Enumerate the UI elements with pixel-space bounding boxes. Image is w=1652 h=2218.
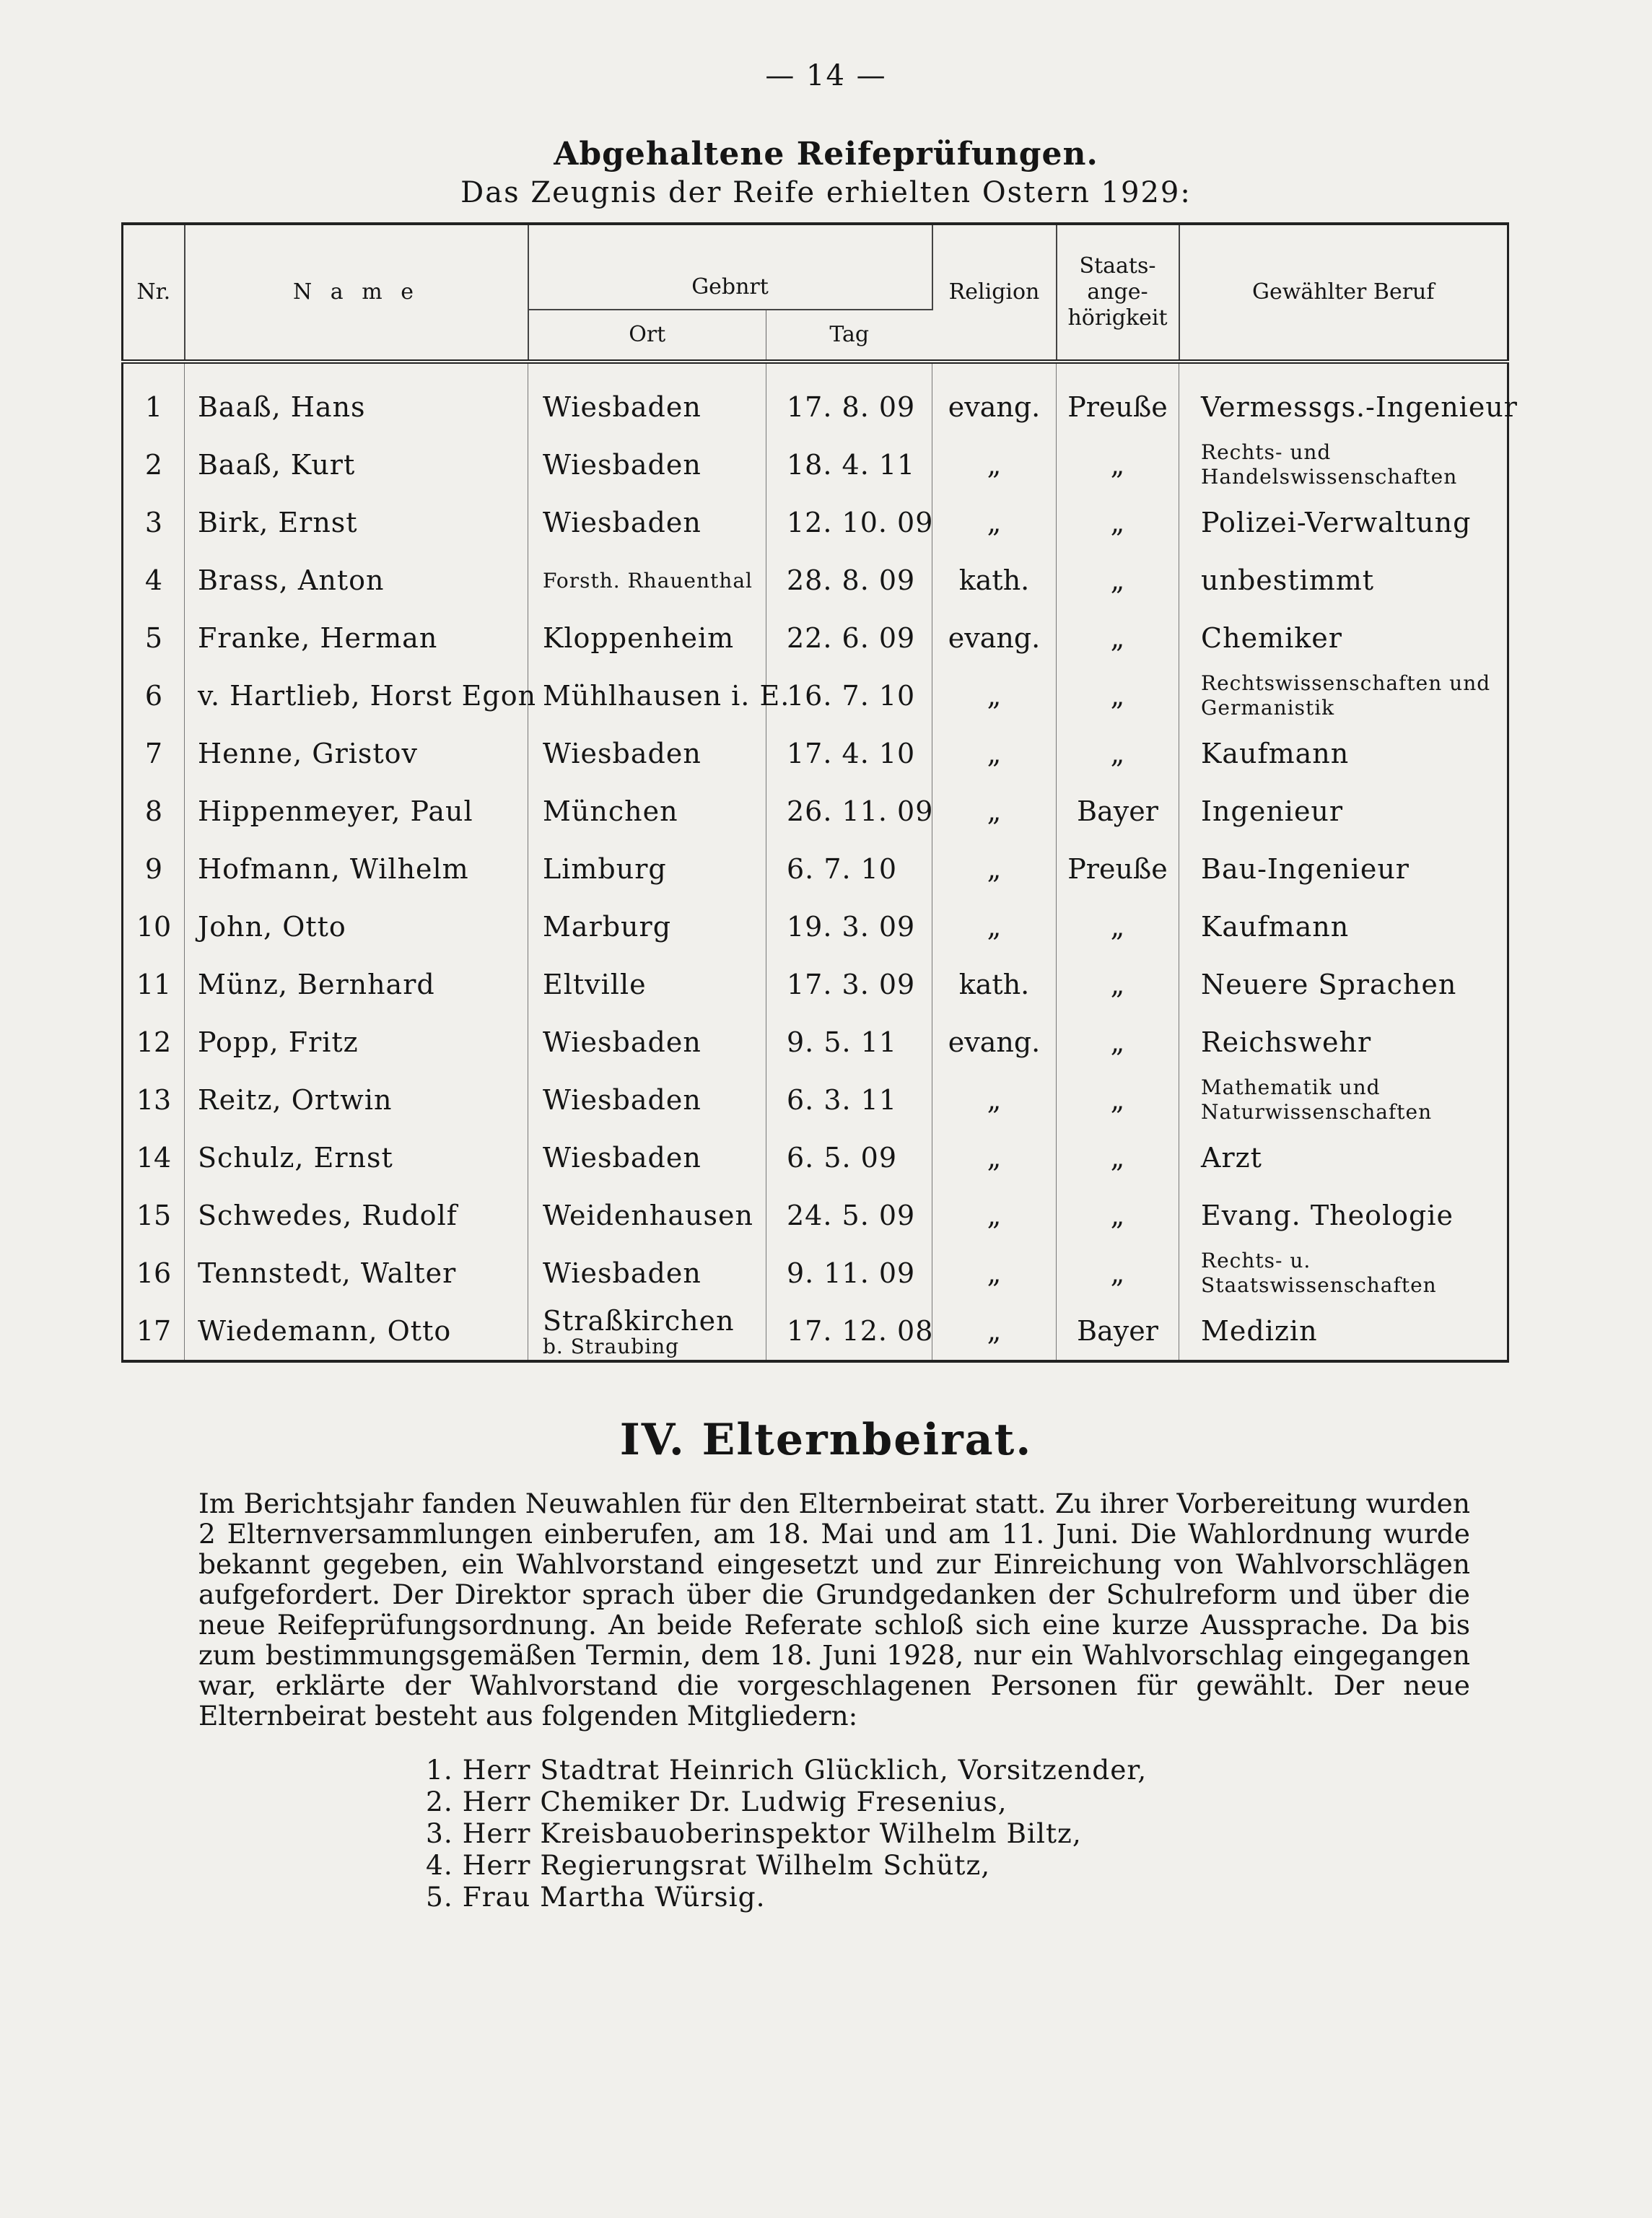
cell-ort bbox=[528, 1302, 766, 1361]
cell-religion: „ bbox=[932, 667, 1057, 725]
cell-staat: „ bbox=[1057, 1244, 1179, 1302]
cell-tag: 24. 5. 09 bbox=[766, 1187, 932, 1244]
cell-beruf: Arzt bbox=[1201, 1142, 1262, 1174]
cell-staat: „ bbox=[1057, 667, 1179, 725]
list-item: 1. Herr Stadtrat Heinrich Glücklich, Vorsitzender, bbox=[426, 1754, 1148, 1786]
cell-name: Münz, Bernhard bbox=[185, 956, 528, 1013]
cell-tag: 18. 4. 11 bbox=[766, 436, 932, 494]
cell-nr: 17 bbox=[123, 1302, 185, 1361]
cell-tag: 17. 3. 09 bbox=[766, 956, 932, 1013]
cell-tag: 17. 4. 10 bbox=[766, 725, 932, 782]
cell-nr: 7 bbox=[123, 725, 185, 782]
table-row bbox=[123, 1187, 1508, 1244]
cell-ort: Marburg bbox=[528, 898, 766, 956]
cell-name: Schulz, Ernst bbox=[185, 1129, 528, 1187]
cell-ort: Eltville bbox=[528, 956, 766, 1013]
cell-name: John, Otto bbox=[185, 898, 528, 956]
cell-ort: Wiesbaden bbox=[528, 1244, 766, 1302]
table-row bbox=[123, 1244, 1508, 1302]
cell-nr: 4 bbox=[123, 551, 185, 609]
member-list bbox=[426, 1754, 1147, 1913]
cell-tag: 16. 7. 10 bbox=[766, 667, 932, 725]
page-number: — 14 — bbox=[765, 59, 887, 92]
cell-name: Baaß, Kurt bbox=[185, 436, 528, 494]
header-gebnrt: Gebnrt bbox=[528, 224, 932, 310]
cell-ort: Wiesbaden bbox=[528, 725, 766, 782]
header-staats-line2: ange- bbox=[1087, 279, 1148, 305]
cell-religion: „ bbox=[932, 1071, 1057, 1129]
list-item: 3. Herr Kreisbauoberinspektor Wilhelm Biltz, bbox=[426, 1817, 1082, 1849]
cell-tag: 12. 10. 09 bbox=[766, 494, 932, 551]
cell-staat: „ bbox=[1057, 551, 1179, 609]
cell-name: Schwedes, Rudolf bbox=[185, 1187, 528, 1244]
cell-beruf: Reichswehr bbox=[1201, 1026, 1372, 1058]
cell-beruf: Kaufmann bbox=[1201, 738, 1350, 769]
section-heading: IV. Elternbeirat. bbox=[619, 1415, 1033, 1465]
cell-nr: 9 bbox=[123, 840, 185, 898]
cell-tag: 9. 11. 09 bbox=[766, 1244, 932, 1302]
cell-ort: Wiesbaden bbox=[528, 1013, 766, 1071]
table-row bbox=[123, 1013, 1508, 1071]
cell-ort: Mühlhausen i. E. bbox=[528, 667, 766, 725]
cell-nr: 3 bbox=[123, 494, 185, 551]
cell-religion: evang. bbox=[932, 609, 1057, 667]
table-row bbox=[123, 956, 1508, 1013]
cell-name: Wiedemann, Otto bbox=[185, 1302, 528, 1361]
table-row bbox=[123, 1071, 1508, 1129]
table-row bbox=[123, 551, 1508, 609]
cell-staat: „ bbox=[1057, 1071, 1179, 1129]
cell-nr: 16 bbox=[123, 1244, 185, 1302]
cell-name: Franke, Herman bbox=[185, 609, 528, 667]
cell-beruf: Evang. Theologie bbox=[1201, 1200, 1454, 1231]
header-staats-line1: Staats- bbox=[1079, 253, 1156, 279]
cell-ort: Weidenhausen bbox=[528, 1187, 766, 1244]
cell-ort: München bbox=[528, 782, 766, 840]
cell-religion: „ bbox=[932, 1244, 1057, 1302]
cell-name: Reitz, Ortwin bbox=[185, 1071, 528, 1129]
table-row bbox=[123, 362, 1508, 436]
cell-staat: „ bbox=[1057, 898, 1179, 956]
cell-nr: 11 bbox=[123, 956, 185, 1013]
cell-staat: Preuße bbox=[1057, 840, 1179, 898]
table-row bbox=[123, 1302, 1508, 1361]
cell-tag: 26. 11. 09 bbox=[766, 782, 932, 840]
cell-staat: „ bbox=[1057, 956, 1179, 1013]
cell-ort-sub: b. Straubing bbox=[543, 1335, 680, 1358]
cell-beruf: Rechts- u. Staatswissenschaften bbox=[1201, 1249, 1437, 1297]
cell-staat: „ bbox=[1057, 1013, 1179, 1071]
cell-ort: Kloppenheim bbox=[528, 609, 766, 667]
cell-beruf: Kaufmann bbox=[1201, 911, 1350, 943]
cell-ort: Wiesbaden bbox=[528, 1071, 766, 1129]
cell-religion: „ bbox=[932, 494, 1057, 551]
cell-staat: „ bbox=[1057, 1187, 1179, 1244]
cell-staat: „ bbox=[1057, 1129, 1179, 1187]
cell-beruf: Ingenieur bbox=[1201, 795, 1344, 827]
cell-staat: „ bbox=[1057, 494, 1179, 551]
cell-tag: 6. 7. 10 bbox=[766, 840, 932, 898]
table-title: Abgehaltene Reifeprüfungen. bbox=[554, 136, 1098, 173]
table-row bbox=[123, 436, 1508, 494]
cell-name: v. Hartlieb, Horst Egon bbox=[185, 667, 528, 725]
cell-religion: „ bbox=[932, 1187, 1057, 1244]
cell-religion: kath. bbox=[932, 551, 1057, 609]
cell-tag: 28. 8. 09 bbox=[766, 551, 932, 609]
cell-religion: „ bbox=[932, 1129, 1057, 1187]
cell-nr: 2 bbox=[123, 436, 185, 494]
cell-staat: Preuße bbox=[1057, 362, 1179, 436]
list-item: 5. Frau Martha Würsig. bbox=[426, 1881, 766, 1913]
header-tag: Tag bbox=[829, 322, 870, 347]
header-beruf: Gewählter Beruf bbox=[1252, 279, 1435, 305]
cell-nr: 13 bbox=[123, 1071, 185, 1129]
cell-beruf: unbestimmt bbox=[1201, 564, 1375, 596]
cell-name: Popp, Fritz bbox=[185, 1013, 528, 1071]
table-row bbox=[123, 782, 1508, 840]
graduates-table bbox=[121, 222, 1518, 1363]
cell-nr: 10 bbox=[123, 898, 185, 956]
cell-religion: „ bbox=[932, 725, 1057, 782]
table-row bbox=[123, 1129, 1508, 1187]
cell-beruf: Rechtswissenschaften und Germanistik bbox=[1201, 671, 1491, 720]
cell-staat: Bayer bbox=[1057, 1302, 1179, 1361]
cell-tag: 6. 5. 09 bbox=[766, 1129, 932, 1187]
cell-ort-main: Straßkirchen bbox=[543, 1305, 735, 1337]
cell-ort: Wiesbaden bbox=[528, 436, 766, 494]
cell-religion: evang. bbox=[932, 362, 1057, 436]
cell-tag: 6. 3. 11 bbox=[766, 1071, 932, 1129]
cell-staat: „ bbox=[1057, 725, 1179, 782]
cell-nr: 15 bbox=[123, 1187, 185, 1244]
table-row bbox=[123, 840, 1508, 898]
cell-nr: 12 bbox=[123, 1013, 185, 1071]
cell-nr: 6 bbox=[123, 667, 185, 725]
cell-religion: kath. bbox=[932, 956, 1057, 1013]
cell-religion: „ bbox=[932, 436, 1057, 494]
cell-nr: 5 bbox=[123, 609, 185, 667]
header-name: N a m e bbox=[185, 224, 528, 362]
cell-beruf: Neuere Sprachen bbox=[1201, 969, 1457, 1000]
list-item: 2. Herr Chemiker Dr. Ludwig Fresenius, bbox=[426, 1786, 1008, 1817]
table-row bbox=[123, 898, 1508, 956]
cell-beruf: Rechts- und Handelswissenschaften bbox=[1201, 440, 1458, 489]
cell-religion: „ bbox=[932, 782, 1057, 840]
cell-beruf: Polizei-Verwaltung bbox=[1201, 507, 1472, 538]
cell-nr: 14 bbox=[123, 1129, 185, 1187]
cell-beruf: Mathematik und Naturwissenschaften bbox=[1201, 1075, 1433, 1124]
table-row bbox=[123, 494, 1508, 551]
cell-name: Hippenmeyer, Paul bbox=[185, 782, 528, 840]
header-staats-line3: hörigkeit bbox=[1067, 305, 1168, 331]
cell-staat: „ bbox=[1057, 436, 1179, 494]
cell-name: Tennstedt, Walter bbox=[185, 1244, 528, 1302]
cell-tag: 17. 12. 08 bbox=[766, 1302, 932, 1361]
cell-tag: 22. 6. 09 bbox=[766, 609, 932, 667]
header-religion: Religion bbox=[932, 224, 1057, 362]
cell-ort: Forsth. Rhauenthal bbox=[528, 551, 766, 609]
header-ort: Ort bbox=[528, 310, 766, 362]
cell-beruf: Chemiker bbox=[1201, 622, 1342, 654]
cell-tag: 19. 3. 09 bbox=[766, 898, 932, 956]
cell-ort: Wiesbaden bbox=[528, 1129, 766, 1187]
cell-beruf: Vermessgs.-Ingenieur bbox=[1201, 391, 1518, 423]
cell-ort: Wiesbaden bbox=[528, 494, 766, 551]
elternbeirat-paragraph: Im Berichtsjahr fanden Neuwahlen für den Elternbeirat statt. Zu ihrer Vorbereitung wurden 2 Elternversammlungen einberufen, am 18. Mai und am 11. Juni. Die Wahlordnung wurde bekannt gegeben, ein Wahlvorstand eingesetzt und zur Einreichung von Wahlvorschlägen aufgefordert. Der Direktor sprach über die Grundgedanken der Schulreform und über die neue Reifeprüfungsordnung. An beide Referate schloß sich eine kurze Aussprache. Da bis zum bestimmungsgemäßen Termin, dem 18. Juni 1928, nur ein Wahlvorschlag eingegangen war, erklärte der Wahlvorstand die vorgeschlagenen Personen für gewählt. Der neue Elternbeirat besteht aus folgenden Mitgliedern: bbox=[198, 1488, 1470, 1732]
cell-tag: 9. 5. 11 bbox=[766, 1013, 932, 1071]
cell-religion: „ bbox=[932, 1302, 1057, 1361]
cell-ort: Limburg bbox=[528, 840, 766, 898]
cell-religion: evang. bbox=[932, 1013, 1057, 1071]
cell-name: Brass, Anton bbox=[185, 551, 528, 609]
cell-ort: Wiesbaden bbox=[528, 362, 766, 436]
cell-religion: „ bbox=[932, 898, 1057, 956]
cell-name: Henne, Gristov bbox=[185, 725, 528, 782]
list-item: 4. Herr Regierungsrat Wilhelm Schütz, bbox=[426, 1849, 991, 1881]
cell-tag: 17. 8. 09 bbox=[766, 362, 932, 436]
header-staatsangehoerigkeit bbox=[1057, 224, 1179, 362]
cell-name: Birk, Ernst bbox=[185, 494, 528, 551]
cell-religion: „ bbox=[932, 840, 1057, 898]
table-row bbox=[123, 667, 1508, 725]
table-row bbox=[123, 725, 1508, 782]
cell-nr: 1 bbox=[123, 362, 185, 436]
table-subtitle: Das Zeugnis der Reife erhielten Ostern 1929: bbox=[460, 176, 1192, 209]
cell-nr: 8 bbox=[123, 782, 185, 840]
table-row bbox=[123, 609, 1508, 667]
cell-name: Hofmann, Wilhelm bbox=[185, 840, 528, 898]
header-nr: Nr. bbox=[123, 224, 185, 362]
cell-beruf: Bau-Ingenieur bbox=[1201, 853, 1410, 885]
cell-beruf: Medizin bbox=[1201, 1315, 1318, 1347]
cell-staat: Bayer bbox=[1057, 782, 1179, 840]
cell-staat: „ bbox=[1057, 609, 1179, 667]
cell-name: Baaß, Hans bbox=[185, 362, 528, 436]
